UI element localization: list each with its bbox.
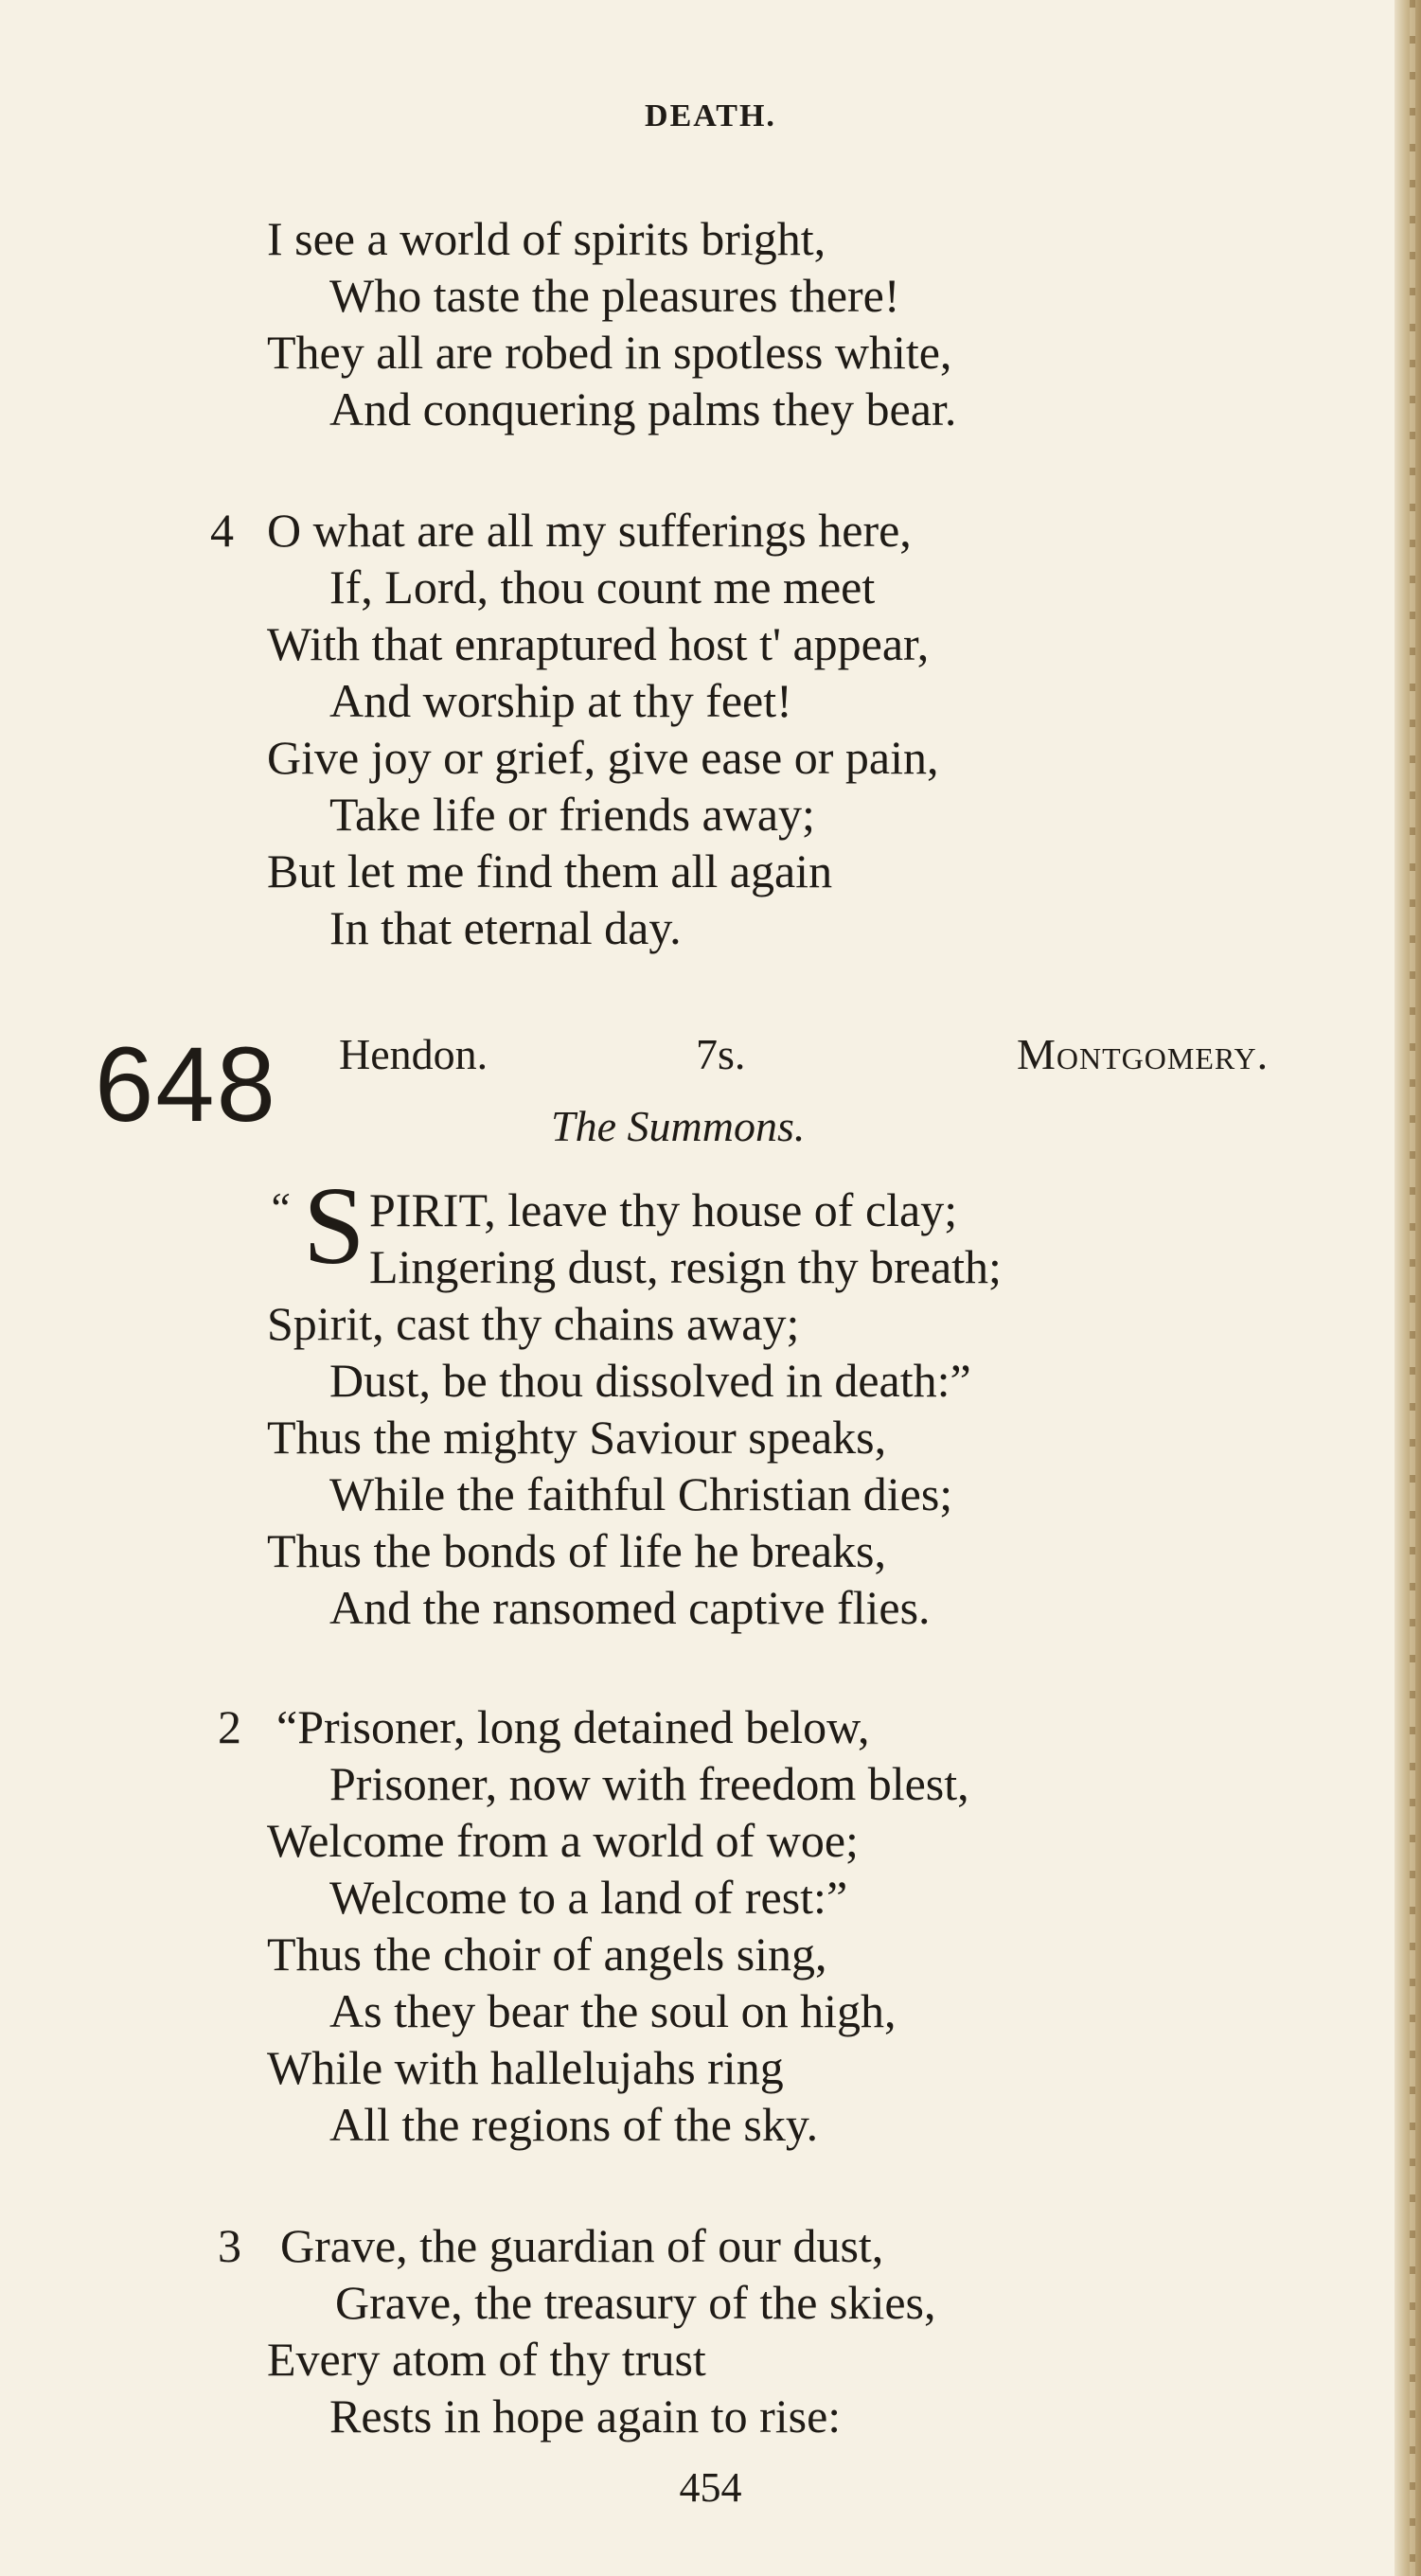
open-quote: “ <box>267 1183 292 1232</box>
page-edge-texture <box>1410 0 1415 2576</box>
meter: 7s. <box>696 1030 746 1078</box>
stanza-number: 3 <box>218 2219 241 2272</box>
verse-line: As they bear the soul on high, <box>329 1984 897 2037</box>
verse-line: Rests in hope again to rise: <box>329 2389 842 2443</box>
verse-line: With that enraptured host t' appear, <box>267 617 930 670</box>
verse-line: They all are robed in spotless white, <box>267 326 952 379</box>
verse-line: Thus the bonds of life he breaks, <box>267 1524 887 1577</box>
stanza-number: 4 <box>210 504 234 557</box>
page-header: DEATH. <box>645 98 776 133</box>
verse-line: Welcome from a world of woe; <box>267 1814 859 1867</box>
verse-line: Lingering dust, resign thy breath; <box>369 1240 1002 1293</box>
verse-line: Grave, the guardian of our dust, <box>280 2219 884 2272</box>
verse-line: I see a world of spirits bright, <box>267 212 826 265</box>
verse-line: If, Lord, thou count me meet <box>329 560 876 613</box>
hymn-author: Montgomery. <box>1017 1030 1270 1078</box>
verse-line: And worship at thy feet! <box>329 674 792 727</box>
verse-line: Prisoner, now with freedom blest, <box>329 1757 969 1810</box>
verse-line: Dust, be thou dissolved in death:” <box>329 1354 971 1407</box>
verse-line: PIRIT, leave thy house of clay; <box>369 1183 958 1236</box>
tune-name: Hendon. <box>339 1030 488 1078</box>
verse-line: Give joy or grief, give ease or pain, <box>267 731 939 784</box>
verse-line: Thus the choir of angels sing, <box>267 1928 827 1981</box>
verse-line: While the faithful Christian dies; <box>329 1467 953 1520</box>
verse-line: “Prisoner, long detained below, <box>276 1700 870 1753</box>
hymn-number: 648 <box>95 1025 277 1144</box>
verse-line: Take life or friends away; <box>329 788 815 841</box>
page-number: 454 <box>679 2464 742 2511</box>
verse-line: While with hallelujahs ring <box>267 2041 784 2094</box>
verse-line: Spirit, cast thy chains away; <box>267 1297 800 1350</box>
verse-line: Welcome to a land of rest:” <box>329 1871 848 1924</box>
page-edge <box>1394 0 1421 2576</box>
drop-cap: S <box>303 1164 365 1288</box>
verse-line: And conquering palms they bear. <box>329 382 957 435</box>
verse-line: Grave, the treasury of the skies, <box>335 2276 936 2329</box>
verse-line: Thus the mighty Saviour speaks, <box>267 1411 887 1464</box>
hymn-title: The Summons. <box>551 1102 806 1150</box>
verse-line: In that eternal day. <box>329 901 682 954</box>
verse-line: Every atom of thy trust <box>267 2333 706 2386</box>
verse-line: All the regions of the sky. <box>329 2098 819 2151</box>
verse-line: And the ransomed captive flies. <box>329 1581 931 1634</box>
stanza-number: 2 <box>218 1700 241 1753</box>
verse-line: But let me find them all again <box>267 844 833 897</box>
verse-line: O what are all my sufferings here, <box>267 504 912 557</box>
verse-line: Who taste the pleasures there! <box>329 269 900 322</box>
